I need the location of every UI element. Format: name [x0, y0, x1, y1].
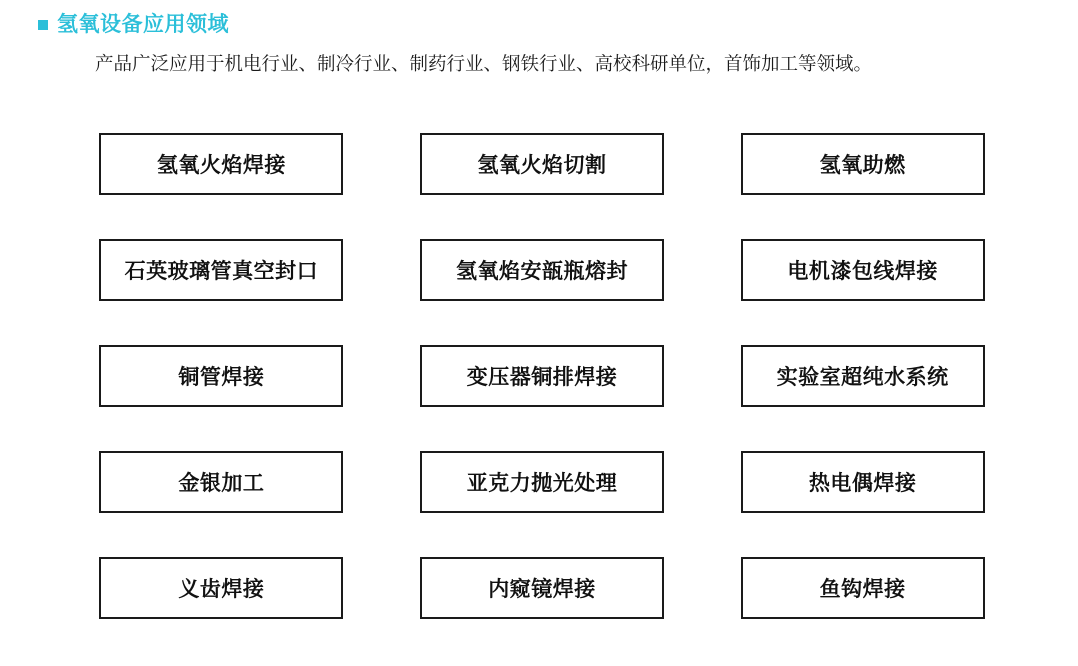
square-bullet-icon: [38, 20, 48, 30]
application-box[interactable]: [420, 345, 664, 407]
application-label: 氢氧焰安瓿瓶熔封: [455, 260, 628, 284]
application-box[interactable]: [420, 133, 664, 195]
application-label: 鱼钩焊接: [819, 578, 906, 602]
application-box[interactable]: [99, 451, 343, 513]
application-label: 内窥镜焊接: [488, 578, 596, 602]
grid-cell: [719, 217, 1006, 323]
application-box[interactable]: [99, 239, 343, 301]
intro-paragraph: 产品广泛应用于机电行业、制冷行业、制药行业、钢铁行业、高校科研单位，首饰加工等领域。: [95, 55, 873, 76]
grid-cell: [78, 429, 365, 535]
application-label: 石英玻璃管真空封口: [124, 260, 319, 284]
grid-cell: [78, 217, 365, 323]
page-title: 氢氧设备应用领域: [57, 13, 229, 36]
application-box[interactable]: [420, 239, 664, 301]
grid-cell: [78, 111, 365, 217]
application-label: 亚克力抛光处理: [466, 472, 618, 496]
application-label: 义齿焊接: [178, 578, 265, 602]
grid-cell: [399, 217, 686, 323]
application-label: 铜管焊接: [178, 366, 265, 390]
grid-cell: [719, 323, 1006, 429]
application-label: 实验室超纯水系统: [776, 366, 949, 390]
application-box[interactable]: [99, 133, 343, 195]
application-box[interactable]: [741, 451, 985, 513]
application-grid: [0, 111, 1078, 641]
grid-cell: [399, 111, 686, 217]
grid-cell: [719, 111, 1006, 217]
application-box[interactable]: [741, 557, 985, 619]
application-label: 氢氧助燃: [819, 154, 906, 178]
application-label: 氢氧火焰切割: [477, 154, 607, 178]
grid-cell: [719, 535, 1006, 641]
application-box[interactable]: [741, 133, 985, 195]
application-box[interactable]: [420, 557, 664, 619]
application-label: 氢氧火焰焊接: [156, 154, 286, 178]
application-label: 变压器铜排焊接: [466, 366, 618, 390]
grid-cell: [399, 429, 686, 535]
application-label: 热电偶焊接: [808, 472, 917, 496]
grid-cell: [399, 535, 686, 641]
application-label: 金银加工: [178, 472, 265, 496]
grid-cell: [78, 535, 365, 641]
application-label: 电机漆包线焊接: [787, 260, 938, 284]
application-box[interactable]: [99, 557, 343, 619]
grid-cell: [719, 429, 1006, 535]
application-box[interactable]: [420, 451, 664, 513]
application-box[interactable]: [99, 345, 343, 407]
grid-cell: [399, 323, 686, 429]
grid-cell: [78, 323, 365, 429]
application-box[interactable]: [741, 345, 985, 407]
section-heading: [0, 0, 1078, 37]
application-box[interactable]: [741, 239, 985, 301]
